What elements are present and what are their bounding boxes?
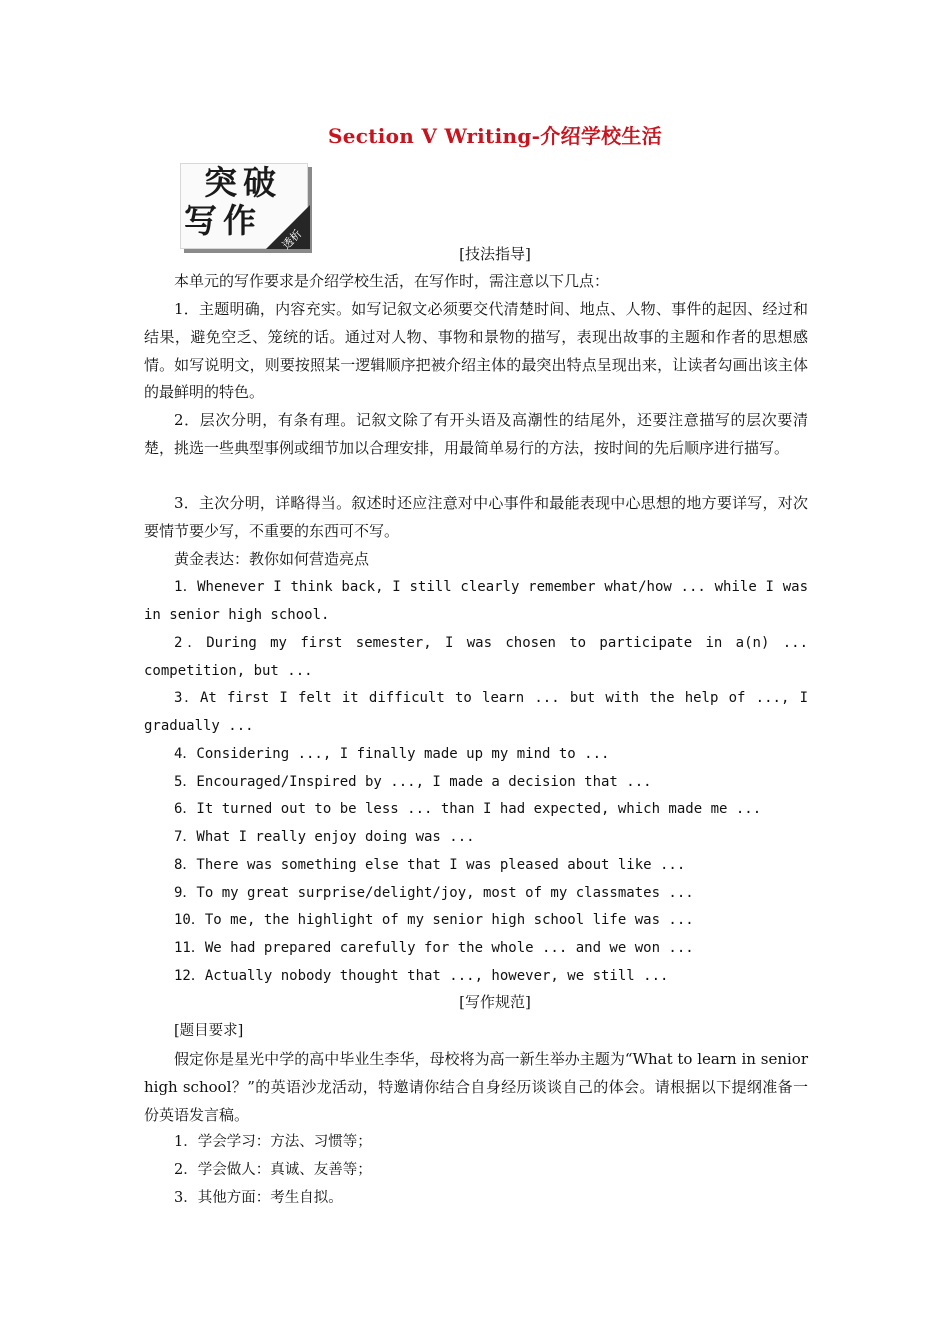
guide-label: [技法指导] — [459, 245, 531, 263]
expression-1: 1．Whenever I think back, I still clearly remember what/how ... while I was in senior high school. — [144, 579, 808, 623]
tip-1: 1．主题明确，内容充实。如写记叙文必须要交代清楚时间、地点、人物、事件的起因、经过和结果，避免空乏、笼统的话。通过对人物、事物和景物的描写，表现出故事的主题和作者的思想感情。如写说明文，则要按照某一逻辑顺序把被介绍主体的最突出特点呈现出来，让读者勾画出该主体的最鲜明的特色。 — [144, 300, 808, 402]
tip-3: 3．主次分明，详略得当。叙述时还应注意对中心事件和最能表现中心思想的地方要详写，对次要情节要少写，不重要的东西可不写。 — [144, 494, 808, 540]
expression-9: 9．To my great surprise/delight/joy, most of my classmates ... — [174, 885, 694, 901]
norm-label: [写作规范] — [459, 993, 531, 1011]
badge-line-2: 写作 — [184, 201, 262, 240]
outline-item-1: 1．学会学习：方法、习惯等； — [174, 1134, 372, 1150]
golden-heading: 黄金表达：教你如何营造亮点 — [174, 550, 370, 568]
badge-line-1: 突破 — [204, 163, 282, 202]
expression-6: 6．It turned out to be less ... than I had expected, which made me ... — [174, 801, 762, 817]
task-label: [题目要求] — [174, 1023, 244, 1039]
expression-8: 8．There was something else that I was pleased about like ... — [174, 857, 686, 873]
section-badge — [180, 163, 312, 255]
expression-2: 2．During my first semester, I was chosen to participate in a(n) ... competition, but ... — [144, 635, 808, 679]
expression-11: 11．We had prepared carefully for the whole ... and we won ... — [174, 940, 694, 956]
page-title: Section Ⅴ Writing-介绍学校生活 — [327, 124, 663, 148]
expression-4: 4．Considering ..., I finally made up my mind to ... — [174, 746, 610, 762]
task-text: 假定你是星光中学的高中毕业生李华，母校将为高一新生举办主题为“What to learn in senior high school？”的英语沙龙活动，特邀请你结合自身经历谈谈自己的体会。请根据以下提纲准备一份英语发言稿。 — [144, 1050, 808, 1124]
outline-item-2: 2．学会做人：真诚、友善等； — [174, 1162, 372, 1178]
outline-item-3: 3．其他方面：考生自拟。 — [174, 1190, 343, 1206]
expression-3: 3．At first I felt it difficult to learn ... but with the help of ..., I gradually ... — [144, 690, 808, 734]
badge-corner-text: 透析 — [279, 227, 305, 252]
intro-paragraph: 本单元的写作要求是介绍学校生活，在写作时，需注意以下几点： — [174, 272, 610, 290]
expression-7: 7．What I really enjoy doing was ... — [174, 829, 475, 845]
expression-12: 12．Actually nobody thought that ..., however, we still ... — [174, 968, 669, 984]
expression-10: 10．To me, the highlight of my senior high school life was ... — [174, 912, 694, 928]
expression-5: 5．Encouraged/Inspired by ..., I made a decision that ... — [174, 774, 652, 790]
tip-2: 2．层次分明，有条有理。记叙文除了有开头语及高潮性的结尾外，还要注意描写的层次要清楚，挑选一些典型事例或细节加以合理安排，用最简单易行的方法，按时间的先后顺序进行描写。 — [144, 411, 808, 457]
